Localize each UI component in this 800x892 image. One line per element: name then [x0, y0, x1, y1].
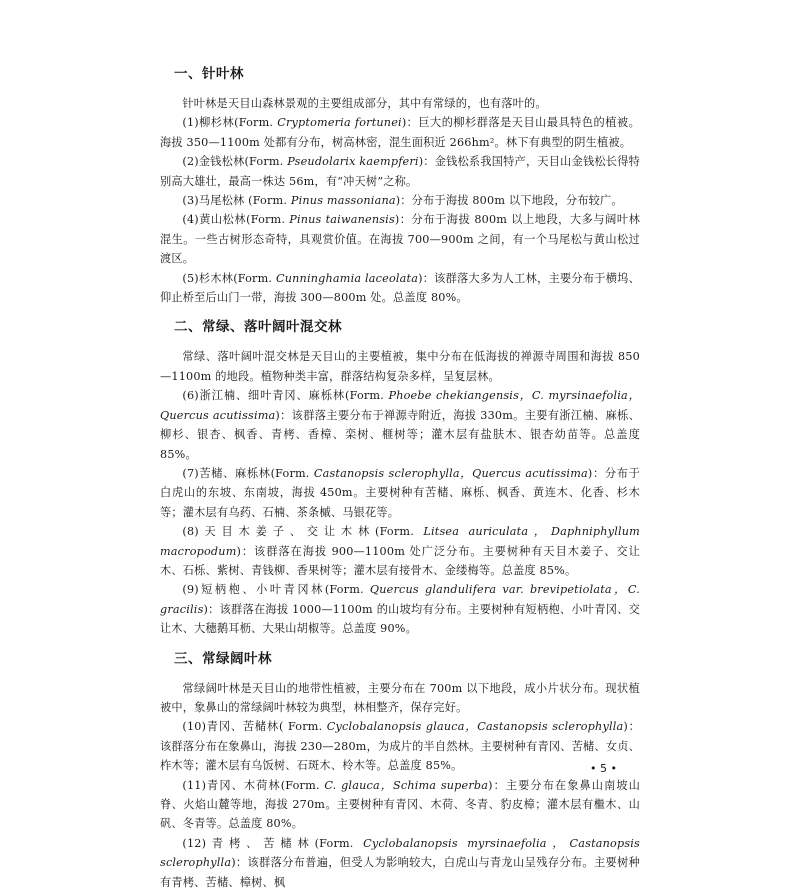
section-intro-3: 常绿阔叶林是天目山的地带性植被，主要分布在 700m 以下地段，成小片状分布。现状植被中，象鼻山的常绿阔叶林较为典型，林相整齐，保存完好。	[160, 681, 640, 714]
section-heading-2: 二、常绿、落叶阔叶混交林	[174, 319, 342, 336]
list-item: (8)天目木姜子、交让木林(Form. Litsea auriculata，Daphniphyllum macropodum)：该群落在海拔 900—1100m 处广泛分布。主要树种有天目木姜子、交让木、石栎、紫树、青钱柳、香果树等；灌木层有接骨木、金缕梅等。总盖度 85%。	[160, 525, 640, 577]
page-number: • 5 •	[590, 762, 617, 775]
list-item: (10)青冈、苦槠林( Form. Cyclobalanopsis glauca，Castanopsis sclerophylla)：该群落分布在象鼻山，海拔 230—280m，为成片的半自然林。主要树种有青冈、苦槠、女贞、柞木等；灌木层有乌饭树、石斑木、柃木等。总盖度 85%。	[160, 720, 641, 773]
list-item: (11)青冈、木荷林(Form. C. glauca，Schima superba)：主要分布在象鼻山南坡山脊、火焰山麓等地，海拔 270m。主要树种有青冈、木荷、冬青、豹皮樟；灌木层有檵木、山矾、冬青等。总盖度 80%。	[160, 778, 641, 831]
section-intro-2: 常绿、落叶阔叶混交林是天目山的主要植被，集中分布在低海拔的禅源寺周围和海拔 850—1100m 的地段。植物种类丰富，群落结构复杂多样，呈复层林。	[160, 350, 640, 383]
list-item: (2)金钱松林(Form. Pseudolarix kaempferi)：金钱松系我国特产，天目山金钱松长得特别高大雄壮，最高一株达 56m，有“冲天树”之称。	[160, 155, 640, 188]
list-item: (6)浙江楠、细叶青冈、麻栎林(Form. Phoebe chekiangensis，C. myrsinaefolia，Quercus acutissima)：该群落主要分布于禅源寺附近，海拔 330m。主要有浙江楠、麻栎、柳杉、银杏、枫香、青栲、香樟、栾树、榧树等；灌木层有盐肤木、银杏幼苗等。总盖度 85%。	[160, 389, 640, 461]
list-item: (4)黄山松林(Form. Pinus taiwanensis)：分布于海拔 800m 以上地段，大多与阔叶林混生。一些古树形态奇特，具观赏价值。在海拔 700—900m 之间，有一个马尾松与黄山松过渡区。	[160, 213, 641, 266]
list-item: (1)柳杉林(Form. Cryptomeria fortunei)：巨大的柳杉群落是天目山最具特色的植被。海拔 350—1100m 处都有分布，树高林密，混生面积近 266hm²。林下有典型的阴生植被。	[160, 116, 640, 149]
section-intro-1: 针叶林是天目山森林景观的主要组成部分，其中有常绿的，也有落叶的。	[182, 97, 547, 110]
list-item: (5)杉木林(Form. Cunninghamia laceolata)：该群落大多为人工林，主要分布于横坞、仰止桥至后山门一带，海拔 300—800m 处。总盖度 80%。	[160, 271, 640, 305]
document-page	[160, 60, 640, 892]
list-item: (9)短柄枹、小叶青冈林(Form. Quercus glandulifera var. brevipetiolata，C. gracilis)：该群落在海拔 1000—1100m 的山坡均有分布。主要树种有短柄枹、小叶青冈、交让木、大穗鹅耳枥、大果山胡椒等。总盖度 90%。	[160, 583, 640, 636]
list-item: (12)青栲、苦槠林(Form. Cyclobalanopsis myrsinaefolia，Castanopsis sclerophylla)：该群落分布普遍，但受人为影响较大，白虎山与青龙山呈残存分布。主要树种有青栲、苦槠、樟树、枫	[160, 836, 640, 889]
list-item: (3)马尾松林 (Form. Pinus massoniana)：分布于海拔 800m 以下地段，分布较广。	[182, 194, 623, 208]
list-item: (7)苦槠、麻栎林(Form. Castanopsis sclerophylla，Quercus acutissima)：分布于白虎山的东坡、东南坡，海拔 450m。主要树种有苦槠、麻栎、枫香、黄连木、化香、杉木等；灌木层有乌药、石楠、茶条槭、马银花等。	[160, 466, 640, 519]
section-heading-3: 三、常绿阔叶林	[174, 650, 272, 667]
section-heading-1: 一、针叶林	[174, 66, 244, 82]
